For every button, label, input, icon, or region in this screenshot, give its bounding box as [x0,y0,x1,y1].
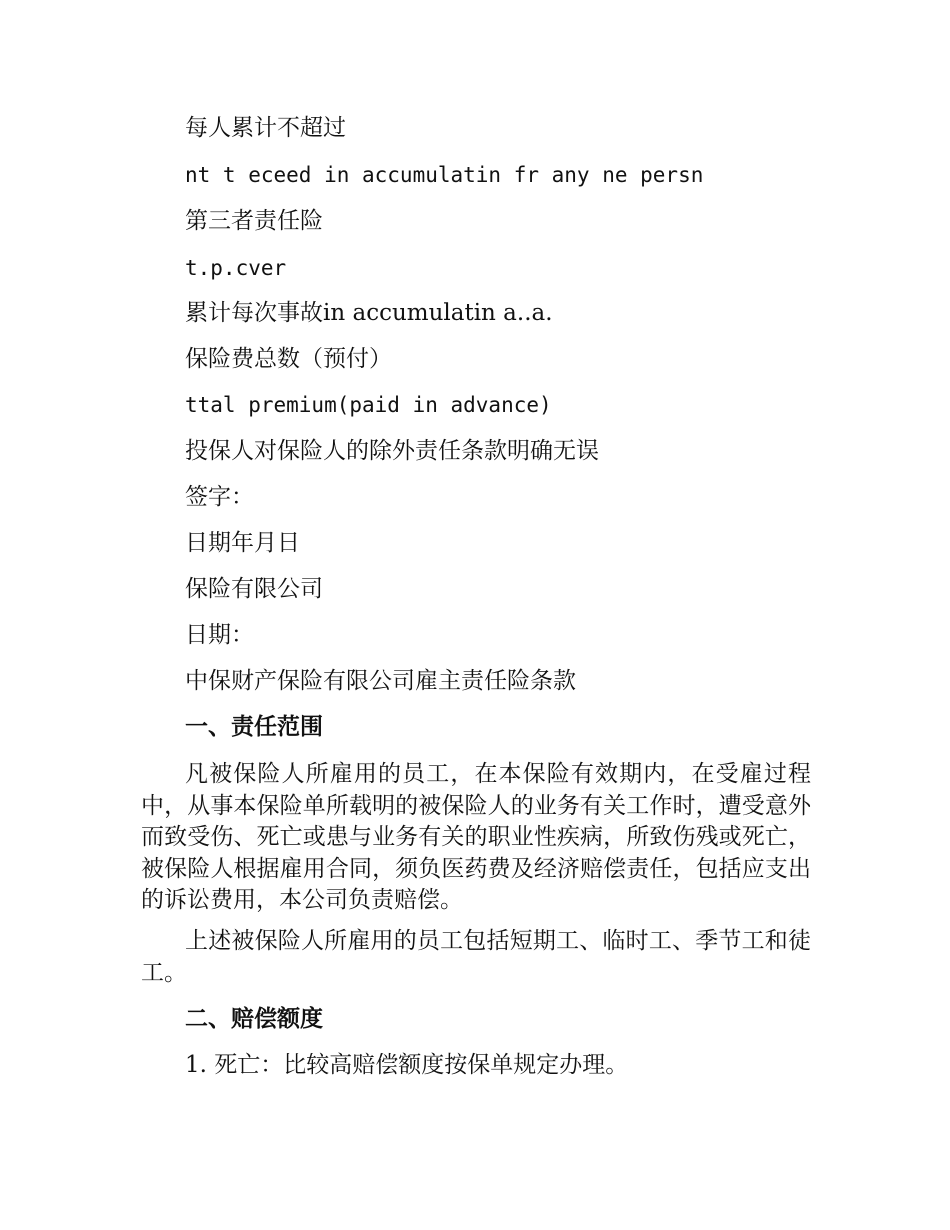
company-name: 保险有限公司 [185,576,323,602]
text-line-third-party-cn: 第三者责任险 [185,208,323,234]
compensation-item-death: 1. 死亡：比较高赔偿额度按保单规定办理。 [185,1052,629,1078]
clause-title: 中保财产保险有限公司雇主责任险条款 [185,668,576,694]
text-line-total-premium-en: ttal premium(paid in advance) [185,393,552,417]
section-heading-scope: 一、责任范围 [185,714,323,740]
paragraph-scope-liability: 凡被保险人所雇用的员工，在本保险有效期内，在受雇过程中，从事本保险单所载明的被保险人的业务有关工作时，遭受意外而致受伤、死亡或患与业务有关的职业性疾病，所致伤残或死亡，被保险人根据雇用合同，须负医药费及经济赔偿责任，包括应支出的诉讼费用，本公司负责赔偿。 [141,761,811,913]
text-line-per-accident: 累计每次事故in accumulatin a..a. [185,300,553,326]
text-line-cumulative-limit-cn: 每人累计不超过 [185,115,346,141]
date-ymd-label: 日期年月日 [185,530,300,556]
signature-label: 签字： [185,484,254,510]
section-heading-compensation: 二、赔偿额度 [185,1006,323,1032]
text-line-third-party-en: t.p.cver [185,256,287,280]
date-label: 日期： [185,622,254,648]
text-line-exclusion-confirmation: 投保人对保险人的除外责任条款明确无误 [185,438,599,464]
text-line-total-premium-cn: 保险费总数（预付） [185,346,392,372]
text-line-cumulative-limit-en: nt t eceed in accumulatin fr any ne persn [185,163,704,187]
paragraph-employee-types: 上述被保险人所雇用的员工包括短期工、临时工、季节工和徒工。 [141,928,811,986]
